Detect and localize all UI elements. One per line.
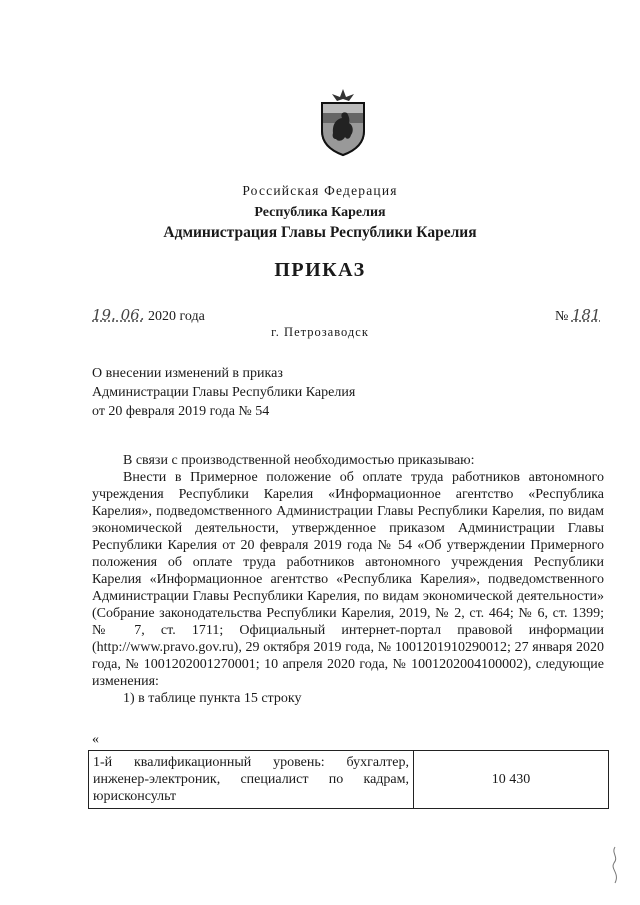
handwritten-number: 181 — [571, 306, 601, 324]
subject-line: О внесении изменений в приказ — [92, 366, 283, 381]
table-row — [89, 751, 609, 809]
handwritten-date: 19. 06. — [92, 306, 145, 324]
margin-signature-mark — [608, 845, 622, 885]
main-paragraph: Внести в Примерное положение об оплате труда работников автономного учреждения Республики Карелия «Информационное агентство «Республика Карелия», подведомственного Администрации Главы Республики Карелия, по видам экономической деятельности, утвержденное приказом Администрации Главы Республики Карелия от 20 февраля 2019 года № 54 «Об утверждении Примерного положения об оплате труда работников автономного учреждения Республики Карелия «Информационное агентство «Республика Карелия», подведомственного Администрации Главы Республики Карелия, по видам экономической деятельности» (Собрание законодательства Республики Карелия, 2019, № 2, ст. 464; № 6, ст. 1399; № 7, ст. 1711; Официальный интернет-портал правовой информации (http://www.pravo.gov.ru), 29 октября 2019 года, № 1001201910290012; 27 января 2020 года, № 1001202001270001; 10 апреля 2020 года, № 1001202004100002), следующие изменения: — [92, 470, 604, 689]
salary-table — [88, 750, 609, 809]
table-cell-value: 10 430 — [414, 751, 609, 809]
document-subject — [92, 364, 355, 421]
item-paragraph: 1) в таблице пункта 15 строку — [123, 691, 302, 706]
opening-quote: « — [92, 732, 99, 747]
subject-line: Администрации Главы Республики Карелия — [92, 385, 356, 400]
table-cell-description: 1-й квалификационный уровень: бухгалтер, инженер-электроник, специалист по кадрам, юрисконсульт — [89, 751, 414, 809]
city-name: г. Петрозаводск — [271, 325, 369, 339]
document-body — [92, 452, 604, 707]
intro-paragraph: В связи с производственной необходимостью приказываю: — [123, 453, 475, 468]
administration-name: Администрация Главы Республики Карелия — [163, 224, 477, 241]
subject-line: от 20 февраля 2019 года № 54 — [92, 404, 270, 419]
number-sign: № — [555, 309, 569, 324]
date-year: 2020 года — [147, 309, 205, 324]
document-number — [555, 306, 601, 325]
document-type: ПРИКАЗ — [274, 259, 366, 281]
document-date — [92, 306, 205, 325]
coat-of-arms-icon — [316, 87, 370, 157]
republic-name: Республика Карелия — [254, 205, 386, 220]
country-name: Российская Федерация — [242, 183, 398, 198]
